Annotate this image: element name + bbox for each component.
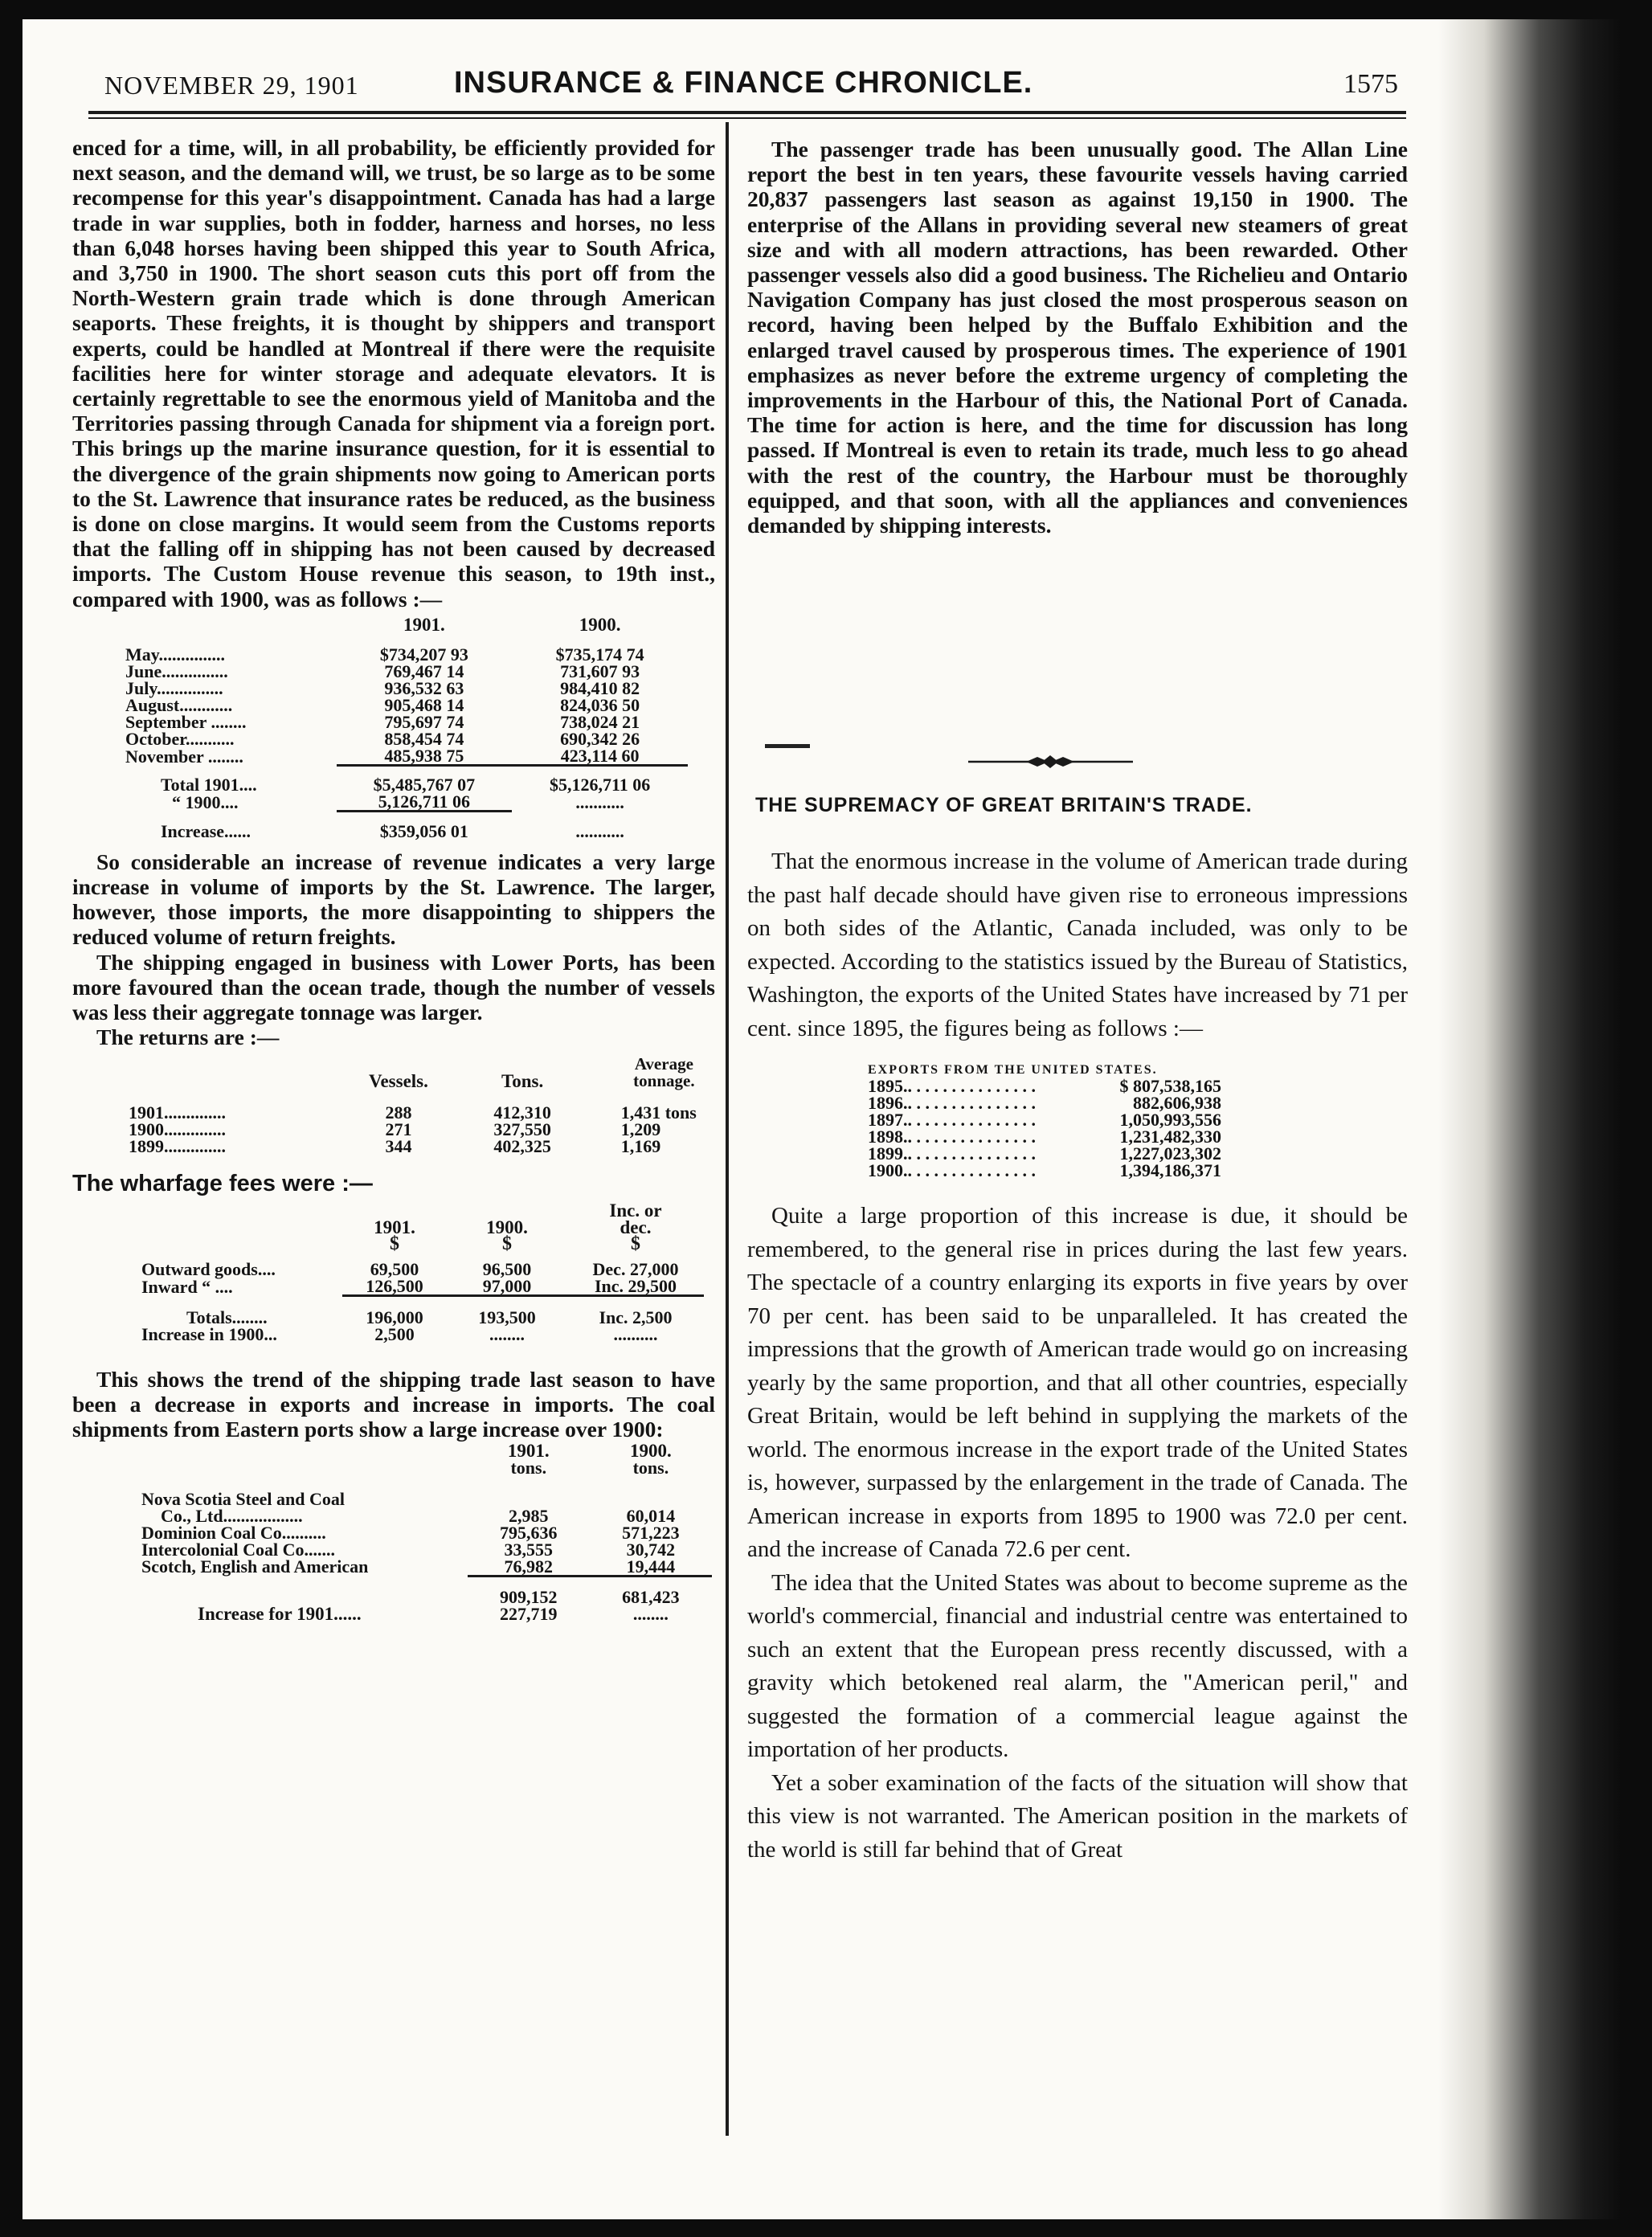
table-row: Increase in 1900... 2,500 ........ ..........: [141, 1323, 658, 1344]
shipping-returns-table: [129, 1056, 739, 1155]
table-row: June............... 769,467 14 731,607 93: [125, 660, 640, 681]
table-row: Outward goods.... 69,500 96,500 Dec. 27,000: [141, 1259, 679, 1280]
header-rule: [88, 111, 1406, 114]
wharfage-table: 1901. 1900. Inc. or dec. $ $ $ Outward goods.... 69,500 96,500 Dec. 27,000 Inward “ .... 126,500 97,000 Inc. 29,500 Totals........ 196,000 193,500 Inc. 2,500 Increase in 1900... 2,500 ........ ..........: [141, 1202, 704, 1343]
coal-shipments-table: 1901. 1900. tons. tons. Nova Scotia Steel and Coal Co., Ltd.................. 2,985 60,014 Dominion Coal Co.......... 795,636 571,223 Intercolonial Coal Co....... 33,555 30,742 Scotch, English and American 76,982 19,444 909,152 681,423 Increase for 1901...... 227,719 ........: [141, 1442, 712, 1623]
table-row: Increase...... $359,056 01 ...........: [161, 820, 624, 841]
table-row: 1901.............. 288 412,310 1,431 tons: [129, 1102, 697, 1123]
right-paragraph-2: That the enormous increase in the volume of American trade during the past half decade should have given rise to erroneous impressions on both sides of the Atlantic, Canada included, was only to be expected. According to the statistics issued by the Bureau of Statistics, Washington, the exports of the United States have increased by 71 per cent. since 1895, the figures being as follows :—: [747, 849, 1408, 1041]
wharfage-heading: The wharfage fees were :—: [72, 1171, 373, 1197]
table-row: Scotch, English and American 76,982 19,444: [141, 1556, 676, 1577]
table-row: 1898.. . . . . . . . . . . . . . . 1,231,482,330: [868, 1127, 1221, 1147]
col-head-vessels: Vessels.: [368, 1071, 428, 1092]
binding-shadow: [1438, 19, 1621, 2219]
header-rule-thin: [88, 117, 1406, 119]
table-row: Inward “ .... 126,500 97,000 Inc. 29,500: [141, 1276, 677, 1298]
table-row: Intercolonial Coal Co....... 33,555 30,742: [141, 1539, 676, 1560]
right-column: [747, 137, 1408, 538]
table-row: Increase for 1901...... 227,719 ........: [198, 1604, 669, 1625]
table-row: Total 1901.... $5,485,767 07 $5,126,711 06: [161, 775, 651, 795]
short-dash-rule: [765, 744, 810, 748]
table-row: September ........ 795,697 74 738,024 21: [125, 711, 640, 732]
right-paragraph-5: Yet a sober examination of the facts of the situation will show that this view is not warranted. The American position in the markets of the world is still far behind that of Great: [747, 1769, 1408, 1863]
left-paragraph-1: enced for a time, will, in all probability, be efficiently provided for next season, and the demand will, we trust, be so large as to be some recompense for this year's disappointment. Canada has had a large trade in war supplies, both in fodder, harness and horses, no less than 6,048 horses having been shipped this year to South Africa, and 3,750 in 1900. The short season cuts this port off from the North-Western grain trade which is done through American seaports. These freights, it is thought by shippers and transport experts, could be handled at Montreal if there were the requisite facilities here for winter storage and adequate elevators. It is certainly regrettable to see the enormous yield of Manitoba and the Territories passing through Canada for shipment via a foreign port. This brings up the marine insurance question, for it is essential to the divergence of the grain shipments now going to American ports to the St. Lawrence that insurance rates be reduced, as the business is done on close margins. It would seem from the Customs reports that the falling off in shipping has not been caused by decreased imports. The Custom House revenue this season, to 19th inst., compared with 1900, was as follows :—: [72, 135, 715, 611]
col-head-1901: 1901.: [403, 614, 445, 635]
col-head-average: Average tonnage.: [633, 1054, 695, 1091]
table-row: 1897.. . . . . . . . . . . . . . . 1,050,993,556: [868, 1110, 1221, 1130]
table-row: Dominion Coal Co.......... 795,636 571,223: [141, 1522, 680, 1543]
exports-table-title: EXPORTS FROM THE UNITED STATES.: [868, 1063, 1158, 1077]
table-row: Totals........ 196,000 193,500 Inc. 2,500: [186, 1307, 673, 1327]
right-paragraph-4: The idea that the United States was about to become supreme as the world's commercial, financial and industrial centre was entertained to such an extent that the European press recently discussed, with a gravity which betokened real alarm, the "American peril," and suggested the formation of a commercial league against the importation of her products.: [747, 1569, 1408, 1762]
left-paragraph-2: So considerable an increase of revenue indicates a very large increase in volume of imports by the St. Lawrence. The larger, however, those imports, the more disappointing to shippers the reduced volume of return freights.: [72, 849, 715, 950]
section-ornament: [968, 755, 1133, 768]
right-paragraph-1: The passenger trade has been unusually good. The Allan Line report the best in ten years, these favourite vessels having carried 20,837 passengers last season as against 19,150 in 1900. The enterprise of the Allans in providing several new steamers of great size and with all modern attractions, has been rewarded. Other passenger vessels also did a good business. The Richelieu and Ontario Navigation Company has just closed the most prosperous season on record, having been helped by the Buffalo Exhibition and the enlarged travel caused by prosperous times. The experience of 1901 emphasizes as never before the extreme urgency of completing the improvements in the Harbour of this, the National Port of Canada. The time for action is here, and the time for discussion has long passed. If Montreal is even to retain its trade, much less to go ahead with the rest of the country, the Harbour must be thoroughly equipped, and that soon, with all the appliances and conveniences demanded by shipping interests.: [747, 137, 1408, 538]
left-paragraph-3: The shipping engaged in business with Lower Ports, has been more favoured than the ocean trade, though the number of vessels was less their aggregate tonnage was larger.: [72, 949, 715, 1025]
page-number: 1575: [1343, 69, 1398, 99]
left-column: [72, 135, 715, 1625]
right-column-article: [747, 845, 1408, 1867]
running-header: [88, 56, 1406, 104]
table-row: “ 1900.... 5,126,711 06 ...........: [172, 791, 624, 813]
table-row: 1899.. . . . . . . . . . . . . . . 1,227,023,302: [868, 1143, 1221, 1163]
table-row: 909,152 681,423: [500, 1587, 680, 1608]
table-row: July............... 936,532 63 984,410 82: [125, 677, 640, 698]
section-title: THE SUPREMACY OF GREAT BRITAIN'S TRADE.: [755, 794, 1253, 816]
header-date: NOVEMBER 29, 1901: [104, 71, 359, 100]
table-row: August............ 905,468 14 824,036 50: [125, 694, 640, 715]
journal-title: INSURANCE & FINANCE CHRONICLE.: [454, 66, 1033, 100]
col-head-tons: Tons.: [501, 1071, 544, 1092]
table-row: October........... 858,454 74 690,342 26: [125, 728, 640, 749]
left-paragraph-5: This shows the trend of the shipping trade last season to have been a decrease in exports and increase in imports. The coal shipments from Eastern ports show a large increase over 1900:: [72, 1366, 715, 1442]
table-row: Nova Scotia Steel and Coal: [141, 1488, 345, 1509]
table-row: 1900.. . . . . . . . . . . . . . . 1,394,186,371: [868, 1160, 1221, 1180]
table-row: May............... $734,207 93 $735,174 74: [125, 644, 644, 665]
table-row: 1895.. . . . . . . . . . . . . . . $ 807,538,165: [868, 1076, 1221, 1096]
table-row: Co., Ltd.................. 2,985 60,014: [161, 1505, 676, 1526]
table-row: November ........ 485,938 75 423,114 60: [125, 745, 640, 767]
left-paragraph-4: The returns are :—: [96, 1024, 280, 1050]
table-row: 1900.............. 271 327,550 1,209: [129, 1119, 661, 1140]
customs-revenue-table: [125, 616, 688, 840]
col-head-1900: 1900.: [579, 614, 621, 635]
us-exports-table: [868, 1078, 1221, 1179]
table-row: 1896.. . . . . . . . . . . . . . . 882,606,938: [868, 1093, 1221, 1113]
table-row: 1899.............. 344 402,325 1,169: [129, 1136, 661, 1157]
right-paragraph-3: Quite a large proportion of this increase is due, it should be remembered, to the general rise in prices during the last few years. The spectacle of a country enlarging its exports in five years by over 70 per cent. has been said to be unparalleled. It has created the impressions that the growth of American trade would go on increasing yearly by the same proportion, and that all other countries, especially Great Britain, would be left behind in supplying the markets of the world. The enormous increase in the export trade of the United States is, however, surpassed by the enlargement in the trade of Canada. The American increase in exports from 1895 to 1900 was 72.0 per cent. and the increase of Canada 72.6 per cent.: [747, 1203, 1408, 1562]
